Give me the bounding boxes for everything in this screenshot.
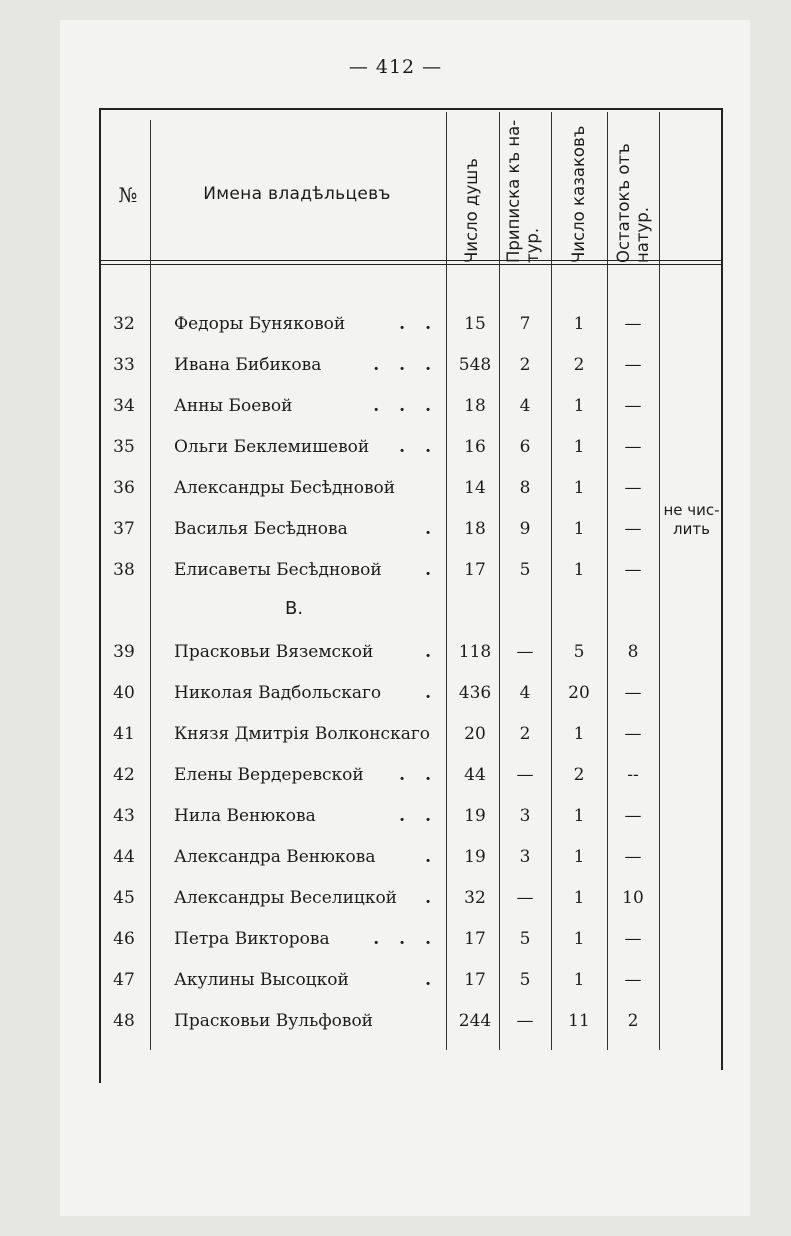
side-note: не чис- лить [663,501,720,538]
cossacks-count: 1 [573,560,585,580]
table-row [99,755,723,795]
table-row [99,550,723,590]
attached-count: 7 [519,314,531,334]
owner-name: Петра Викторова [174,929,330,949]
leader-dots: .. [399,765,451,785]
remainder-count: — [624,355,642,375]
cossacks-count: 20 [568,683,590,703]
header-attached: Приписка къ на- тур. [504,119,542,263]
remainder-count: — [624,847,642,867]
cossacks-count: 1 [573,847,585,867]
remainder-count: — [624,314,642,334]
row-number: 35 [113,437,135,457]
souls-count: 17 [464,970,486,990]
table-row [99,345,723,385]
header-names: Имена владѣльцевъ [203,184,391,204]
remainder-count: 10 [622,888,644,908]
souls-count: 44 [464,765,486,785]
table-row [99,673,723,713]
cossacks-count: 1 [573,724,585,744]
cossacks-count: 1 [573,806,585,826]
leader-dots: . [425,642,451,662]
owner-name: Александра Венюкова [174,847,376,867]
row-number: 43 [113,806,135,826]
cossacks-count: 2 [573,765,585,785]
leader-dots: ... [373,396,451,416]
owner-name: Ольги Беклемишевой [174,437,370,457]
owner-name: Василья Бесѣднова [174,519,348,539]
cossacks-count: 11 [568,1011,590,1031]
souls-count: 16 [464,437,486,457]
souls-count: 15 [464,314,486,334]
table-row [99,837,723,877]
owner-name: Александры Бесѣдновой [174,478,396,498]
table-row [99,632,723,672]
header-number: № [118,183,138,207]
owner-name: Прасковьи Вульфовой [174,1011,374,1031]
souls-count: 18 [464,519,486,539]
souls-count: 244 [458,1011,492,1031]
attached-count: 9 [519,519,531,539]
remainder-count: — [624,396,642,416]
row-number: 47 [113,970,135,990]
row-number: 33 [113,355,135,375]
row-number: 36 [113,478,135,498]
owner-name: Анны Боевой [174,396,293,416]
table-row [99,919,723,959]
attached-count: 3 [519,847,531,867]
attached-count: 8 [519,478,531,498]
attached-count: — [516,765,534,785]
cossacks-count: 1 [573,519,585,539]
attached-count: 3 [519,806,531,826]
table-row [99,509,723,549]
souls-count: 548 [458,355,492,375]
souls-count: 17 [464,560,486,580]
table-row [99,960,723,1000]
remainder-count: — [624,478,642,498]
row-number: 45 [113,888,135,908]
table-row [99,714,723,754]
remainder-count: — [624,929,642,949]
remainder-count: — [624,560,642,580]
section-letter: В. [285,598,304,619]
souls-count: 19 [464,806,486,826]
owner-name: Нила Венюкова [174,806,316,826]
souls-count: 32 [464,888,486,908]
leader-dots: .. [399,806,451,826]
header-rule-2 [99,264,723,265]
leader-dots: . [425,970,451,990]
row-number: 44 [113,847,135,867]
cossacks-count: 1 [573,314,585,334]
souls-count: 14 [464,478,486,498]
header-cossacks: Число казаковъ [569,125,588,263]
cossacks-count: 1 [573,929,585,949]
remainder-count: — [624,806,642,826]
remainder-count: 2 [627,1011,639,1031]
owner-name: Николая Вадбольскаго [174,683,382,703]
attached-count: — [516,1011,534,1031]
table-row [99,386,723,426]
owner-name: Елены Вердеревской [174,765,364,785]
souls-count: 17 [464,929,486,949]
remainder-count: 8 [627,642,639,662]
row-number: 38 [113,560,135,580]
leader-dots: . [425,560,451,580]
cossacks-count: 1 [573,888,585,908]
page-number: — 412 — [348,56,443,78]
header-souls: Число душъ [462,158,481,263]
cossacks-count: 1 [573,437,585,457]
row-number: 34 [113,396,135,416]
table-row [99,1001,723,1041]
remainder-count: — [624,724,642,744]
remainder-count: — [624,437,642,457]
leader-dots: ... [373,355,451,375]
cossacks-count: 1 [573,396,585,416]
row-number: 41 [113,724,135,744]
leader-dots: ... [373,929,451,949]
leader-dots: . [425,847,451,867]
owner-name: Акулины Высоцкой [174,970,349,990]
attached-count: 4 [519,396,531,416]
row-number: 39 [113,642,135,662]
owner-name: Ивана Бибикова [174,355,322,375]
attached-count: 5 [519,560,531,580]
owner-name: Елисаветы Бесѣдновой [174,560,382,580]
leader-dots: .. [399,437,451,457]
souls-count: 18 [464,396,486,416]
owner-name: Князя Дмитрія Волконскаго [174,724,430,744]
row-number: 46 [113,929,135,949]
attached-count: — [516,888,534,908]
row-number: 42 [113,765,135,785]
cossacks-count: 1 [573,970,585,990]
cossacks-count: 2 [573,355,585,375]
header-remainder: Остатокъ отъ натур. [614,143,652,263]
owner-name: Прасковьи Вяземской [174,642,374,662]
souls-count: 436 [458,683,492,703]
souls-count: 20 [464,724,486,744]
attached-count: 6 [519,437,531,457]
table-row [99,304,723,344]
owner-name: Александры Веселицкой [174,888,398,908]
attached-count: — [516,642,534,662]
row-number: 32 [113,314,135,334]
leader-dots: .. [399,314,451,334]
attached-count: 4 [519,683,531,703]
owner-name: Федоры Буняковой [174,314,346,334]
remainder-count: — [624,519,642,539]
attached-count: 2 [519,724,531,744]
souls-count: 19 [464,847,486,867]
cossacks-count: 5 [573,642,585,662]
attached-count: 2 [519,355,531,375]
table-row [99,878,723,918]
table-row [99,796,723,836]
leader-dots: . [425,683,451,703]
cossacks-count: 1 [573,478,585,498]
remainder-count: -- [627,765,639,785]
row-number: 48 [113,1011,135,1031]
table-row [99,468,723,508]
souls-count: 118 [458,642,492,662]
attached-count: 5 [519,970,531,990]
leader-dots: . [425,888,451,908]
table-row [99,427,723,467]
leader-dots: . [425,519,451,539]
remainder-count: — [624,683,642,703]
row-number: 37 [113,519,135,539]
remainder-count: — [624,970,642,990]
attached-count: 5 [519,929,531,949]
row-number: 40 [113,683,135,703]
